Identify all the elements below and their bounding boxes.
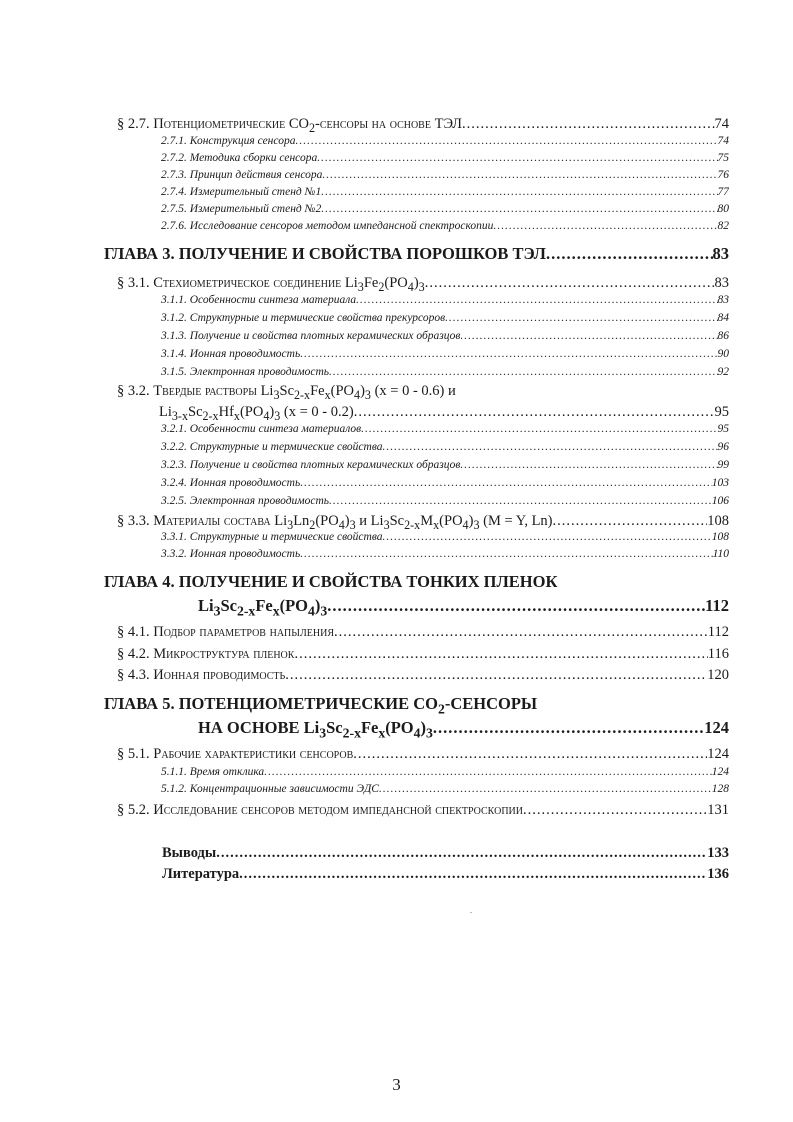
page-ref: 74 — [717, 135, 729, 147]
toc-chapter-3[interactable]: ГЛАВА 3. ПОЛУЧЕНИЕ И СВОЙСТВА ПОРОШКОВ ТЭЛ ..... 83 — [104, 244, 729, 264]
page-ref: 110 — [712, 548, 729, 560]
page-ref: 112 — [707, 624, 729, 640]
leader-dots — [356, 294, 717, 306]
toc-entry-3-2-5[interactable]: 3.2.5. Электронная проводимость ..... 106 — [161, 495, 729, 507]
leader-dots — [353, 746, 707, 763]
toc-chapter-4-line2[interactable]: $Li_3Sc_{2-x}Fe_x(PO_4)_3$ ..... 112 — [198, 596, 729, 619]
toc-entry-3-2[interactable]: § 3.2. Твердые растворы $Li_3Sc_{2-x}Fe_x(PO_4)_3$ (x = 0 - 0.6) и — [117, 383, 456, 402]
page-ref: 99 — [717, 459, 729, 471]
leader-dots — [523, 802, 707, 819]
toc-entry-3-2-line2[interactable]: $Li_{3-x}Sc_{2-x}Hf_x(PO_4)_3$ (x = 0 - 0.2) ..... 95 — [159, 404, 729, 424]
leader-dots — [317, 152, 717, 164]
page-ref: 92 — [717, 366, 729, 378]
toc-references[interactable]: Литература ..... 136 — [162, 866, 729, 883]
page-ref: 124 — [704, 718, 729, 737]
toc-entry-2-7-2[interactable]: 2.7.2. Методика сборки сенсора ..... 75 — [161, 152, 729, 164]
page-ref: 95 — [717, 423, 729, 435]
leader-dots — [216, 845, 707, 862]
leader-dots — [300, 477, 712, 489]
page-ref: 108 — [711, 531, 729, 543]
toc-entry-3-2-3[interactable]: 3.2.3. Получение и свойства плотных керамических образцов ..... 99 — [161, 459, 729, 471]
toc-entry-3-1-3[interactable]: 3.1.3. Получение и свойства плотных керамических образцов ..... 86 — [161, 330, 729, 342]
leader-dots — [295, 135, 717, 147]
leader-dots — [334, 624, 708, 641]
toc-conclusions[interactable]: Выводы ..... 133 — [162, 845, 729, 862]
page-ref: 80 — [717, 203, 729, 215]
leader-dots — [294, 646, 707, 663]
toc-entry-2-7-6[interactable]: 2.7.6. Исследование сенсоров методом импедансной спектроскопии ..... 82 — [161, 220, 729, 232]
leader-dots — [460, 330, 717, 342]
toc-entry-5-2[interactable]: § 5.2. Исследование сенсоров методом импедансной спектроскопии ..... 131 — [117, 802, 729, 819]
page-ref: 83 — [712, 244, 729, 263]
page-ref: 136 — [707, 866, 729, 882]
toc-entry-4-3[interactable]: § 4.3. Ионная проводимость ..... 120 — [117, 667, 729, 684]
leader-dots — [329, 366, 717, 378]
leader-dots — [321, 203, 717, 215]
toc-entry-2-7[interactable]: § 2.7. Потенциометрические $CO_2$-сенсоры на основе ТЭЛ ..... 74 — [117, 116, 729, 136]
toc-entry-2-7-4[interactable]: 2.7.4. Измерительный стенд №1 ..... 77 — [161, 186, 729, 198]
page-number: 3 — [392, 1075, 401, 1094]
leader-dots — [361, 423, 717, 435]
leader-dots — [382, 531, 711, 543]
toc-entry-4-2[interactable]: § 4.2. Микроструктура пленок ..... 116 — [117, 646, 729, 663]
leader-dots — [445, 312, 717, 324]
toc-entry-3-1-1[interactable]: 3.1.1. Особенности синтеза материала ..... 83 — [161, 294, 729, 306]
toc-chapter-4[interactable]: ГЛАВА 4. ПОЛУЧЕНИЕ И СВОЙСТВА ТОНКИХ ПЛЕНОК — [104, 572, 558, 591]
page-ref: 82 — [717, 220, 729, 232]
page-ref: 120 — [707, 667, 729, 683]
page-ref: 124 — [707, 746, 729, 762]
toc-entry-3-1-2[interactable]: 3.1.2. Структурные и термические свойства прекурсоров ..... 84 — [161, 312, 729, 324]
leader-dots — [329, 495, 712, 507]
toc-entry-5-1-1[interactable]: 5.1.1. Время отклика ..... 124 — [161, 766, 729, 778]
page-ref: 86 — [717, 330, 729, 342]
leader-dots — [322, 169, 717, 181]
toc-entry-3-2-2[interactable]: 3.2.2. Структурные и термические свойства ..... 96 — [161, 441, 729, 453]
page-ref: 83 — [717, 294, 729, 306]
leader-dots — [300, 348, 717, 360]
toc-entry-4-1[interactable]: § 4.1. Подбор параметров напыления ..... 112 — [117, 624, 729, 641]
toc-entry-2-7-1[interactable]: 2.7.1. Конструкция сенсора ..... 74 — [161, 135, 729, 147]
page-ref: 106 — [711, 495, 729, 507]
toc-entry-3-3-2[interactable]: 3.3.2. Ионная проводимость ..... 110 — [161, 548, 729, 560]
leader-dots — [379, 783, 712, 795]
leader-dots — [321, 186, 717, 198]
page-ref: 96 — [717, 441, 729, 453]
page-ref: 103 — [711, 477, 729, 489]
leader-dots — [460, 459, 717, 471]
page-ref: 112 — [705, 596, 729, 615]
leader-dots — [433, 718, 704, 738]
leader-dots — [239, 866, 707, 883]
toc-entry-2-7-5[interactable]: 2.7.5. Измерительный стенд №2 ..... 80 — [161, 203, 729, 215]
page-ref: 108 — [707, 513, 729, 529]
toc-entry-5-1-2[interactable]: 5.1.2. Концентрационные зависимости ЭДС ..... 128 — [161, 783, 729, 795]
page-ref: 128 — [711, 783, 729, 795]
toc-entry-2-7-3[interactable]: 2.7.3. Принцип действия сенсора ..... 76 — [161, 169, 729, 181]
page-ref: 124 — [711, 766, 729, 778]
page-ref: 116 — [707, 646, 729, 662]
leader-dots — [300, 548, 712, 560]
page-ref: 77 — [717, 186, 729, 198]
toc-entry-3-1[interactable]: § 3.1. Стехиометрическое соединение $Li_3Fe_2(PO_4)_3$ ..... 83 — [117, 275, 729, 295]
leader-dots — [462, 116, 715, 133]
leader-dots — [285, 667, 707, 684]
page-ref: 76 — [717, 169, 729, 181]
scan-speck — [470, 912, 472, 913]
page-ref: 95 — [714, 404, 729, 420]
toc-entry-5-1[interactable]: § 5.1. Рабочие характеристики сенсоров ..... 124 — [117, 746, 729, 763]
toc-entry-3-3[interactable]: § 3.3. Материалы состава $Li_3Ln_2(PO_4)_3$ и $Li_3Sc_{2-x}M_x(PO_4)_3$ (M = Y, Ln) ..... 108 — [117, 513, 729, 533]
toc-entry-3-2-4[interactable]: 3.2.4. Ионная проводимость ..... 103 — [161, 477, 729, 489]
toc-chapter-5[interactable]: ГЛАВА 5. ПОТЕНЦИОМЕТРИЧЕСКИЕ $CO_2$-СЕНСОРЫ — [104, 694, 538, 717]
leader-dots — [546, 244, 713, 264]
toc-entry-3-1-4[interactable]: 3.1.4. Ионная проводимость ..... 90 — [161, 348, 729, 360]
leader-dots — [493, 220, 717, 232]
toc-entry-3-2-1[interactable]: 3.2.1. Особенности синтеза материалов ..... 95 — [161, 423, 729, 435]
page-ref: 133 — [707, 845, 729, 861]
leader-dots — [553, 513, 708, 530]
toc-entry-3-1-5[interactable]: 3.1.5. Электронная проводимость ..... 92 — [161, 366, 729, 378]
page-ref: 83 — [714, 275, 729, 291]
toc-entry-3-3-1[interactable]: 3.3.1. Структурные и термические свойства ..... 108 — [161, 531, 729, 543]
page-ref: 74 — [714, 116, 729, 132]
page-ref: 75 — [717, 152, 729, 164]
page-ref: 90 — [717, 348, 729, 360]
page-ref: 131 — [707, 802, 729, 818]
leader-dots — [264, 766, 712, 778]
leader-dots — [425, 275, 715, 292]
toc-chapter-5-line2[interactable]: НА ОСНОВЕ $Li_3Sc_{2-x}Fe_x(PO_4)_3$ ..... 124 — [198, 718, 729, 741]
leader-dots — [354, 404, 715, 421]
page-ref: 84 — [717, 312, 729, 324]
leader-dots — [327, 596, 705, 616]
leader-dots — [382, 441, 717, 453]
